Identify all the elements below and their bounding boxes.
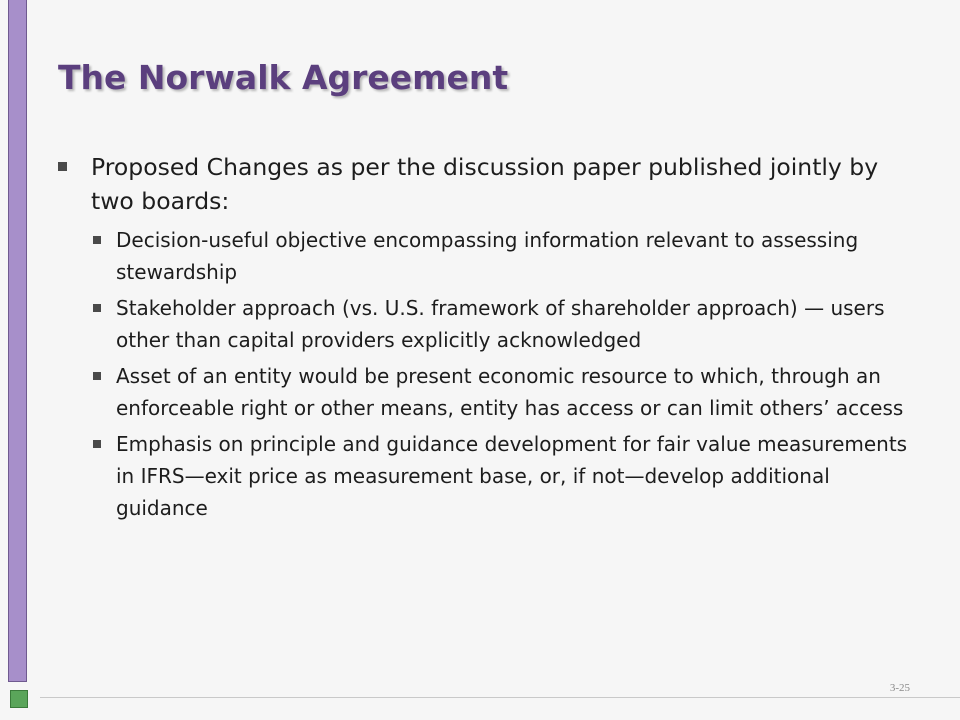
slide-title: The Norwalk Agreement	[58, 58, 509, 97]
square-bullet-icon	[93, 236, 101, 244]
sub-bullet-text: Emphasis on principle and guidance development for fair value measurements in IFRS—exit price as measurement base, or, if not—develop additional guidance	[116, 432, 908, 520]
square-bullet-icon	[93, 304, 101, 312]
slide-number: 3-25	[889, 682, 910, 694]
square-bullet-icon	[93, 440, 101, 448]
main-bullet-text: Proposed Changes as per the discussion paper published jointly by two boards:	[91, 153, 879, 215]
sub-bullet-text: Decision-useful objective encompassing information relevant to assessing stewardship	[116, 228, 859, 284]
accent-square	[10, 690, 28, 708]
footer-divider	[40, 697, 960, 698]
sub-bullet-text: Asset of an entity would be present economic resource to which, through an enforceable right or other means, entity has access or can limit others’ access	[116, 364, 904, 420]
sub-bullet-item	[56, 292, 916, 356]
left-accent-bar	[8, 0, 27, 682]
slide-content	[56, 150, 916, 528]
main-bullet-item	[56, 150, 916, 218]
square-bullet-icon	[58, 162, 67, 171]
sub-bullet-item	[56, 428, 916, 524]
sub-bullet-text: Stakeholder approach (vs. U.S. framework of shareholder approach) — users other than capital providers explicitly acknowledged	[116, 296, 885, 352]
square-bullet-icon	[93, 372, 101, 380]
sub-bullet-item	[56, 360, 916, 424]
sub-bullet-list	[56, 224, 916, 524]
sub-bullet-item	[56, 224, 916, 288]
